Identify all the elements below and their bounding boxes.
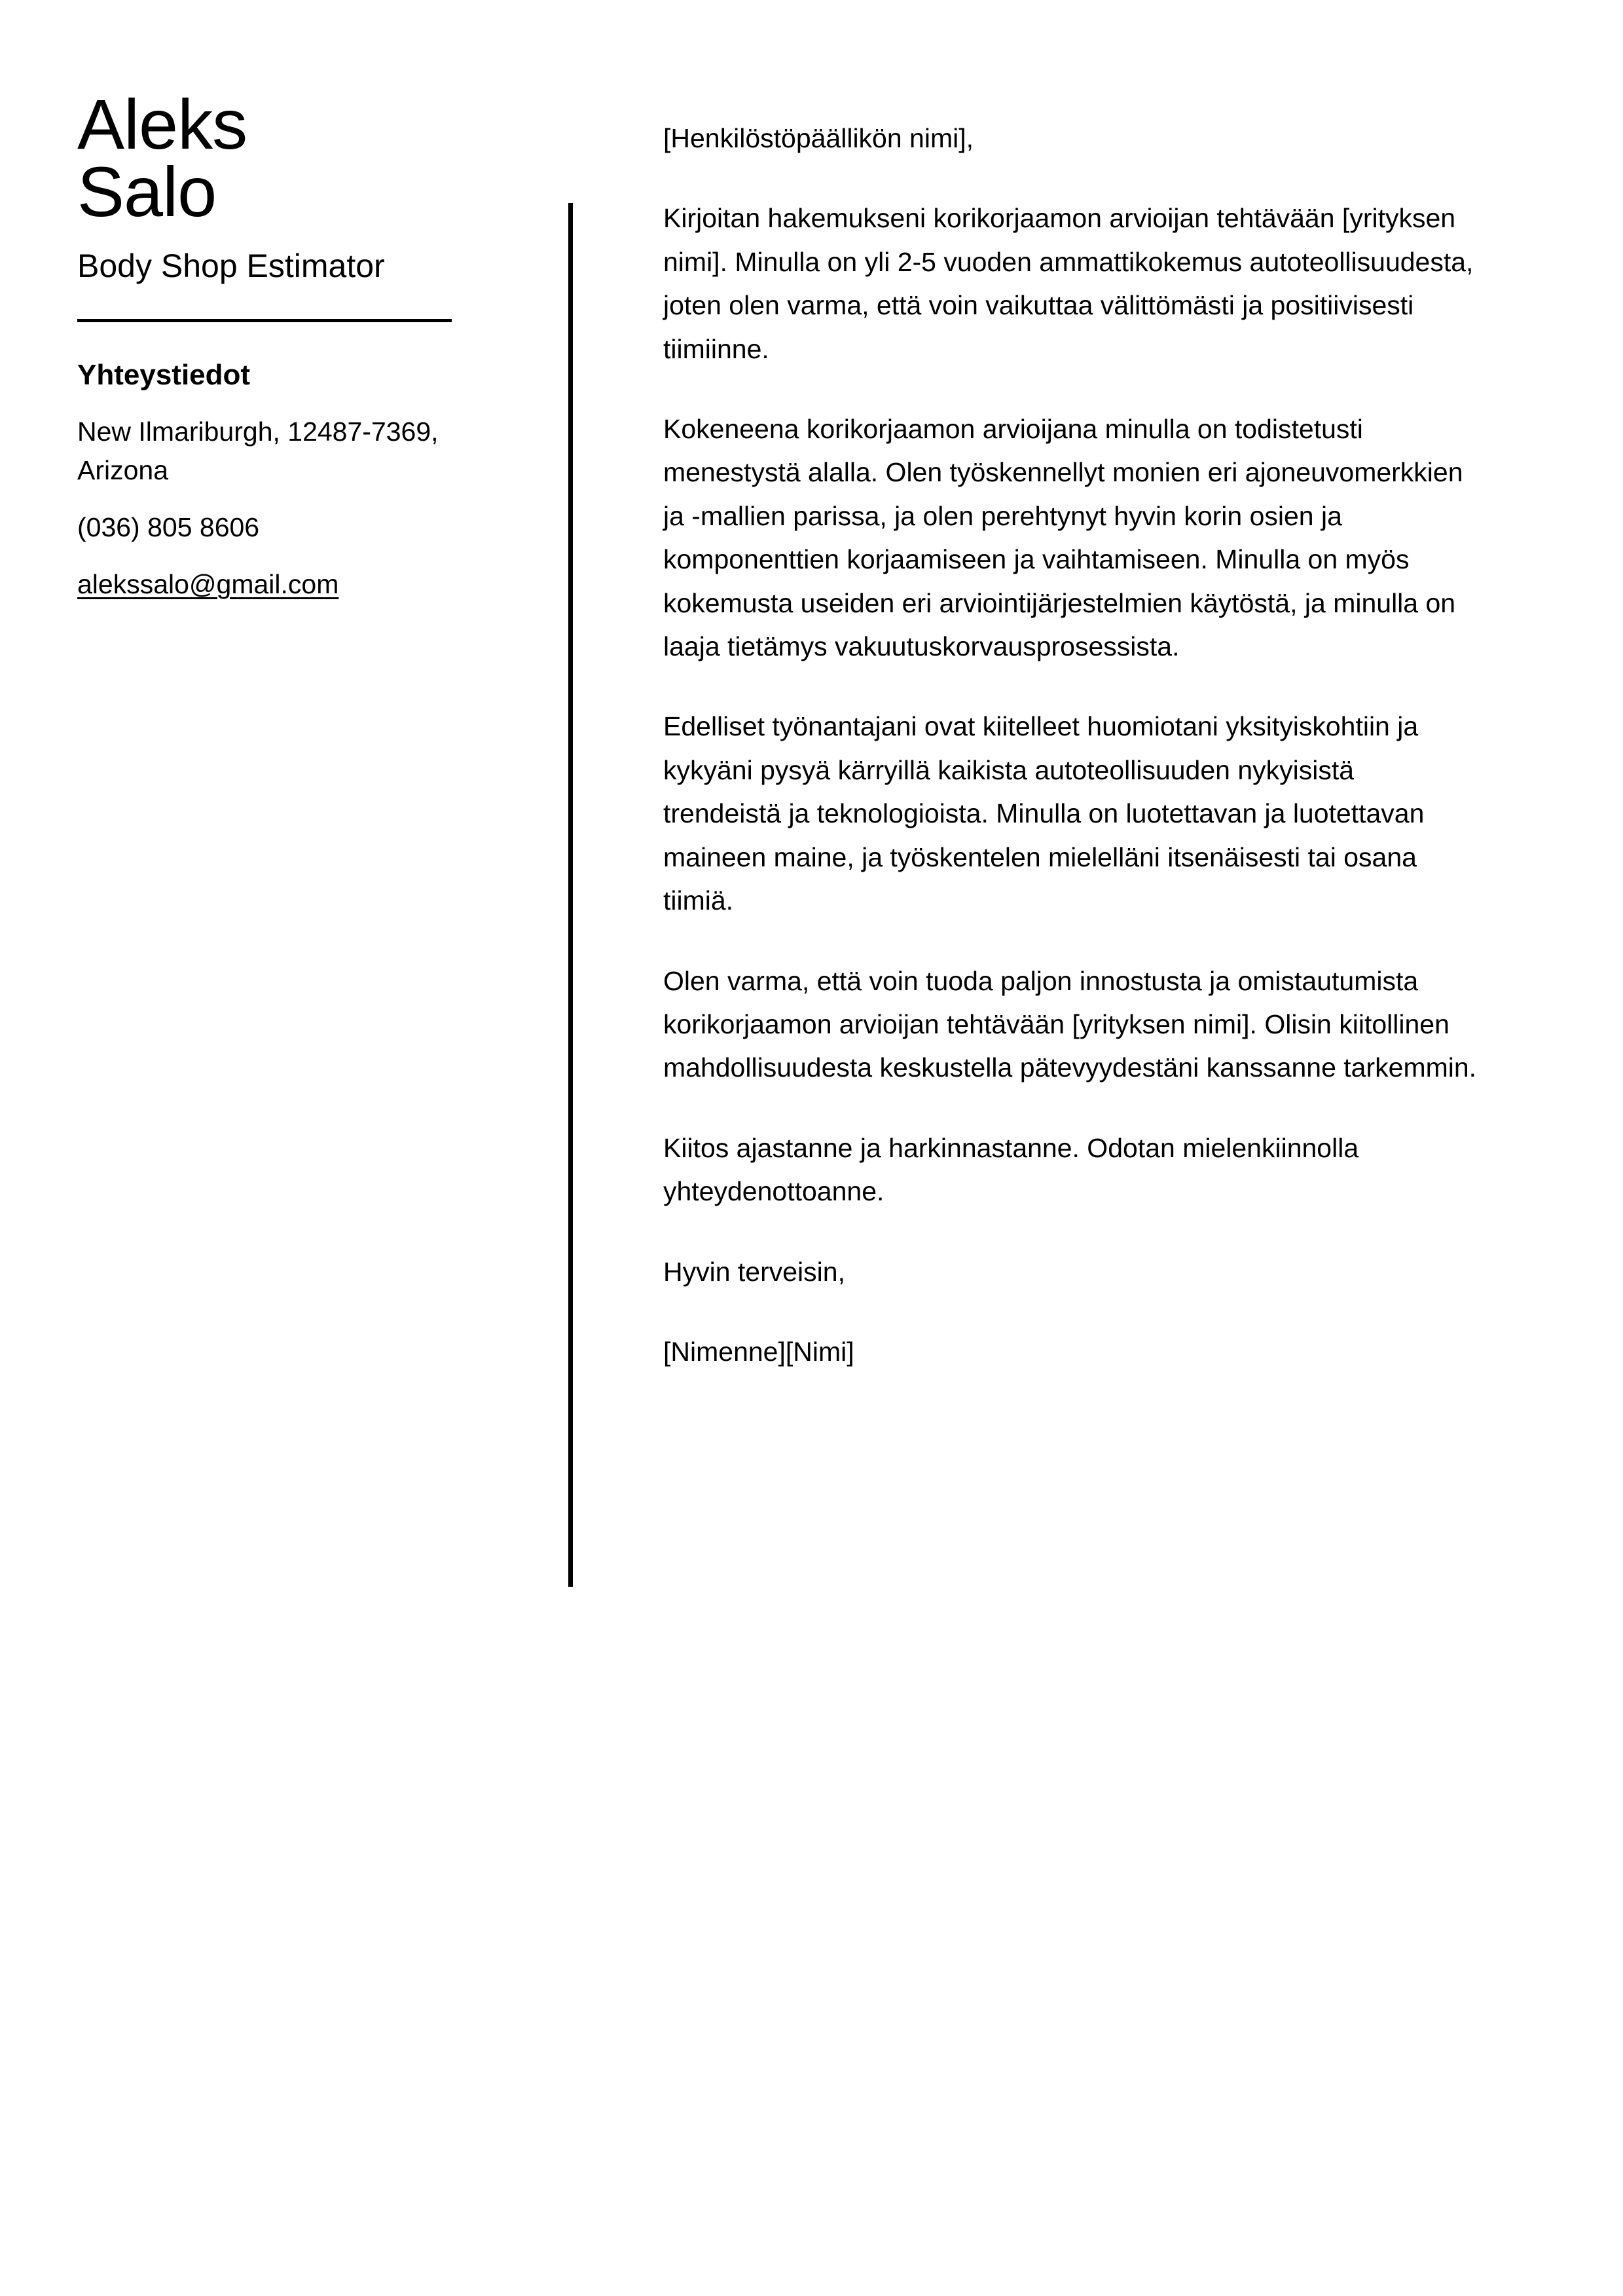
applicant-name: [77, 84, 496, 232]
first-name: Aleks: [77, 84, 247, 164]
letter-paragraph: Kiitos ajastanne ja harkinnastanne. Odotan mielenkiinnolla yhteydenottoanne.: [663, 1132, 1359, 1207]
contact-list: [77, 413, 496, 622]
contact-phone: (036) 805 8606: [77, 511, 260, 542]
letter-closing: Hyvin terveisin,: [663, 1256, 845, 1287]
sidebar-divider-rule: [77, 319, 452, 322]
letter-paragraph: Edelliset työnantajani ovat kiitelleet huomiotani yksityiskohtiin ja kykyäni pysyä kärryillä kaikista autoteollisuuden nykyisistä trendeistä ja teknologioista. Minulla on luotettavan ja luotettavan maineen maine, ja työskentelen mielelläni itsenäisesti tai osana tiimiä.: [663, 711, 1425, 916]
contact-email-link[interactable]: alekssalo@gmail.com: [77, 568, 339, 599]
job-title: Body Shop Estimator: [77, 247, 385, 284]
letter-signature: [Nimenne][Nimi]: [663, 1336, 854, 1367]
contact-address: New Ilmariburgh, 12487-7369, Arizona: [77, 416, 439, 485]
vertical-divider: [568, 203, 573, 1587]
letter-paragraph: Kirjoitan hakemukseni korikorjaamon arvioijan tehtävään [yrityksen nimi]. Minulla on yli 2-5 vuoden ammattikokemus autoteollisuudesta, joten olen varma, että voin vaikuttaa välittömästi ja positiivisesti tiimiinne.: [663, 203, 1474, 364]
contact-section-heading: Yhteystiedot: [77, 358, 251, 391]
sidebar: [77, 84, 496, 622]
letter-salutation: [Henkilöstöpäällikön nimi],: [663, 123, 974, 153]
letter-paragraph: Olen varma, että voin tuoda paljon innostusta ja omistautumista korikorjaamon arvioijan tehtävään [yrityksen nimi]. Olisin kiitollinen mahdollisuudesta keskustella pätevyydestäni kanssanne tarkemmin.: [663, 965, 1477, 1083]
letter-paragraph: Kokeneena korikorjaamon arvioijana minulla on todistetusti menestystä alalla. Olen työskennellyt monien eri ajoneuvomerkkien ja -mallien parissa, ja olen perehtynyt hyvin korin osien ja komponenttien korjaamiseen ja vaihtamiseen. Minulla on myös kokemusta useiden eri arviointijärjestelmien käytöstä, ja minulla on laaja tietämys vakuutuskorvausprosessista.: [663, 414, 1463, 662]
last-name: Salo: [77, 152, 217, 232]
letter-body: [663, 117, 1478, 1373]
